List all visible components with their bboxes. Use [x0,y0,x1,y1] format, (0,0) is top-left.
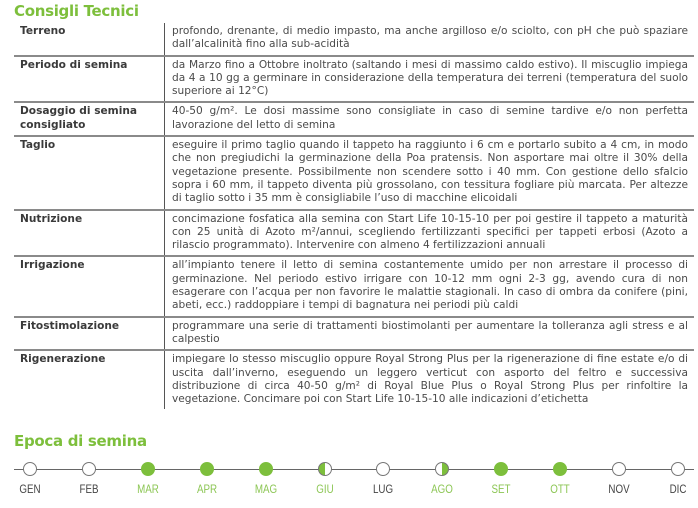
row-label: Periodo di semina [20,58,128,71]
row-value: impiegare lo stesso miscuglio oppure Royal Strong Plus per la rigenerazione di fine estate e/o di uscita dall’inverno, eseguendo un leggero verticut con asporto del feltro e successiva distribuzione di circa 40-50 g/m² di Royal Blue Plus o Royal Strong Plus per rinfoltire la vegetazione. Concimare poi con Start Life 10-15-10 alle indicazioni d’etichetta [165,350,695,409]
row-value: profondo, drenante, di medio impasto, ma anche argilloso e/o sciolto, con pH che può spaziare dall’alcalinità fino alla sub-acidità [165,23,695,56]
technical-advice-table [14,23,694,409]
row-label: Rigenerazione [20,353,106,366]
row-label: Fitostimolazione [20,319,120,332]
row-value: programmare una serie di trattamenti biostimolanti per aumentare la tolleranza agli stress e al calpestio [165,317,695,351]
month-mar [128,461,168,496]
month-label: DIC [669,484,687,496]
month-label: FEB [79,484,99,496]
row-label: Terreno [20,25,66,37]
row-label: Taglio [20,139,56,152]
table-row [14,102,694,136]
filled-circle-icon [141,462,155,476]
filled-circle-icon [553,462,567,476]
empty-circle-icon [376,462,390,476]
month-apr [187,461,227,496]
month-label: OTT [550,484,570,496]
table-row [14,256,694,316]
month-lug [363,461,403,496]
row-label: Dosaggio di semina consigliato [20,105,138,131]
month-label: LUG [373,484,394,496]
half-circle-icon [435,462,449,476]
empty-circle-icon [671,462,685,476]
section-title-epoca-di-semina: Epoca di semina [14,432,147,450]
month-mag [246,461,286,496]
row-value: eseguire il primo taglio quando il tappeto ha raggiunto i 6 cm e portarlo subito a 4 cm, in modo che non pregiudichi la germinazione della Poa pratensis. Non asportare mai oltre il 30% della vegetazione presente. Possibilmente non scendere sotto i 40 mm. Con gestione dello sfalcio sopra i 60 mm, il tappeto diventa più grossolano, con tessitura fogliare più marcata. Per altezze di taglio sotto i 35 mm è consigliabile l’uso di macchine elicoidali [165,136,695,209]
filled-circle-icon [259,462,273,476]
table-row [14,317,694,351]
month-nov [599,461,639,496]
section-title-consigli-tecnici: Consigli Tecnici [14,2,139,20]
month-label: GIU [315,484,334,496]
month-ago [422,461,462,496]
table-row [14,56,694,103]
row-value: da Marzo fino a Ottobre inoltrato (saltando i mesi di massimo caldo estivo). Il miscuglio impiega da 4 a 10 gg a germinare in considerazione della temperatura dei terreni (temperatura del suolo superiore ai 12°C) [165,56,695,103]
timeline-line [14,469,694,470]
table-row [14,350,694,409]
month-label: SET [491,484,511,496]
empty-circle-icon [612,462,626,476]
row-label: Nutrizione [20,212,83,225]
table-row [14,210,694,257]
table-row [14,23,694,56]
month-gen [10,461,50,496]
month-giu [305,461,345,496]
filled-circle-icon [494,462,508,476]
row-value: all’impianto tenere il letto di semina costantemente umido per non arrestare il processo di germinazione. Nel periodo estivo irrigare con 10-12 mm ogni 2-3 gg, avendo cura di non esagerare con l’acqua per non favorire le malattie stagionali. In caso di ombra da conifere (pini, abeti, ecc.) raddoppiare i tempi di bagnatura nei periodi più caldi [165,256,695,316]
half-circle-icon [318,462,332,476]
month-label: GEN [19,484,41,496]
row-value: concimazione fosfatica alla semina con Start Life 10-15-10 per poi gestire il tappeto a maturità con 25 unità di Azoto m²/annui, scegliendo fertilizzanti specifici per tappeti erbosi (Azoto a rilascio programmato). Intervenire con almeno 4 fertilizzazioni annuali [165,210,695,257]
row-label: Irrigazione [20,259,85,272]
month-label: MAR [136,484,159,496]
month-set [481,461,521,496]
month-label: APR [196,484,217,496]
sowing-timeline [14,461,694,501]
month-label: MAG [254,484,277,496]
empty-circle-icon [82,462,96,476]
row-value: 40-50 g/m². Le dosi massime sono consigliate in caso di semine tardive e/o non perfetta lavorazione del letto di semina [165,102,695,136]
month-feb [69,461,109,496]
month-dic [658,461,698,496]
month-label: NOV [608,484,630,496]
month-ott [540,461,580,496]
month-label: AGO [431,484,454,496]
table-row [14,136,694,209]
filled-circle-icon [200,462,214,476]
empty-circle-icon [23,462,37,476]
